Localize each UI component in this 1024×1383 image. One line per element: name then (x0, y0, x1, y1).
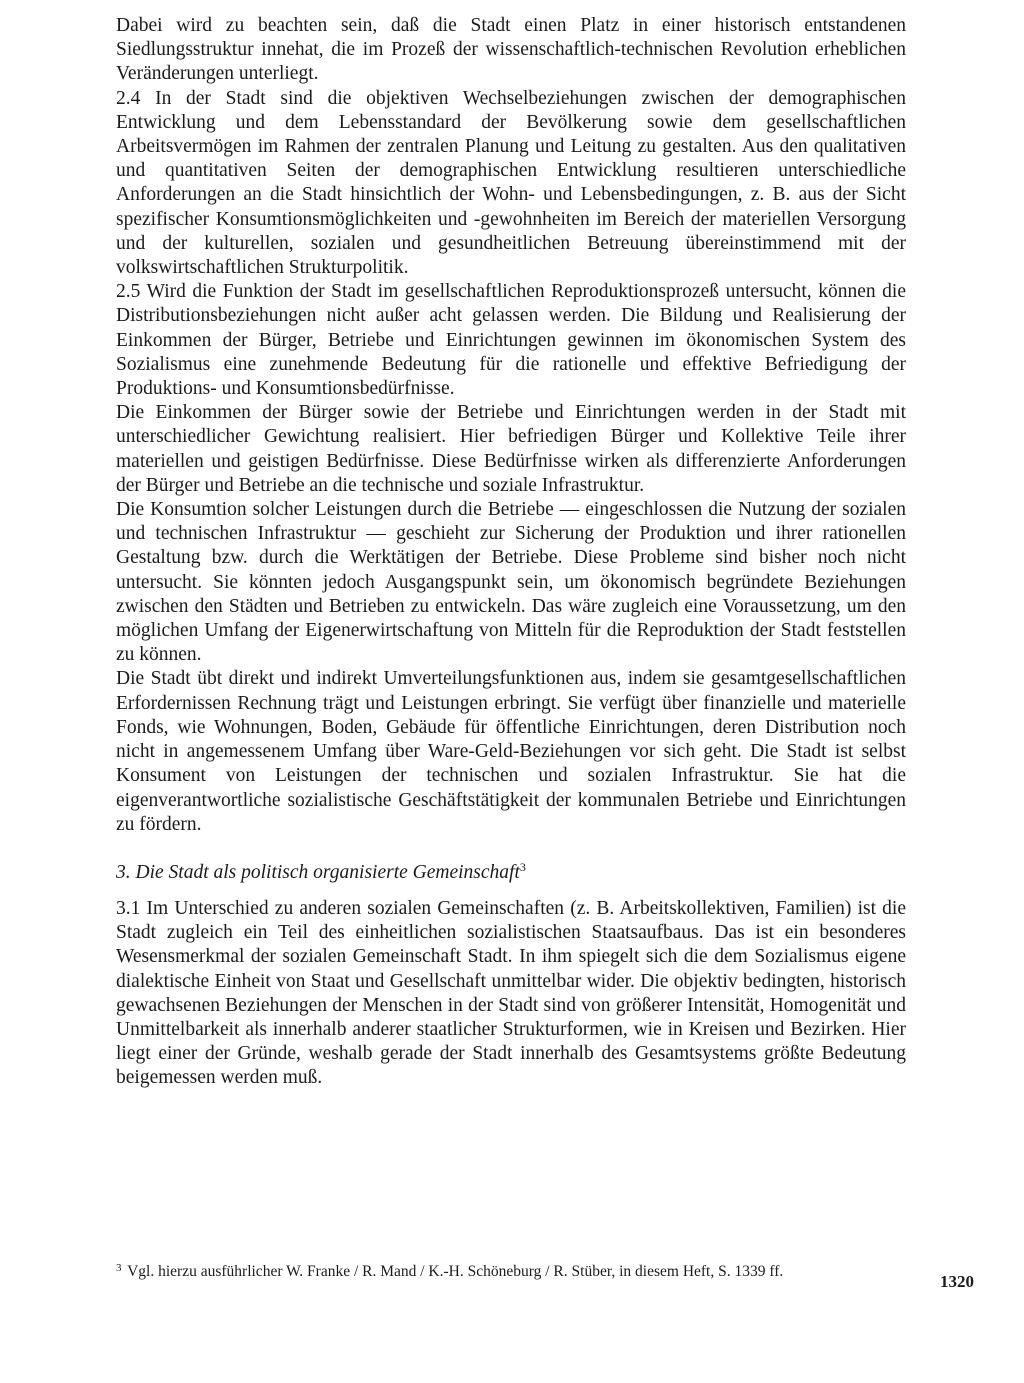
paragraph-einkommen: Die Einkommen der Bürger sowie der Betriebe und Einrichtungen werden in der Stadt mit unterschiedlicher Gewichtung realisiert. Hier befriedigen Bürger und Kollektive Teile ihrer materiellen und geistigen Bedürfnisse. Diese Bedürfnisse wirken als differenzierte Anforderungen der Bürger und Betriebe an die technische und soziale Infrastruktur. (116, 402, 906, 496)
paragraph-intro: Dabei wird zu beachten sein, daß die Stadt einen Platz in einer historisch entstandenen Siedlungsstruktur innehat, die im Prozeß der wissenschaftlich-technischen Revolution erheblichen Veränderungen unterliegt. (116, 15, 906, 85)
paragraph-umverteilung: Die Stadt übt direkt und indirekt Umverteilungsfunktionen aus, indem sie gesamtgesellschaftlichen Erfordernissen Rechnung trägt und Leistungen erbringt. Sie verfügt über finanzielle und materielle Fonds, wie Wohnungen, Boden, Gebäude für öffentliche Einrichtungen, deren Distribution noch nicht in angemessenem Umfang über Ware-Geld-Beziehungen vor sich geht. Die Stadt ist selbst Konsument von Leistungen der technischen und sozialen Infrastruktur. Sie hat die eigenverantwortliche sozialistische Geschäftstätigkeit der kommunalen Betriebe und Einrichtungen zu fördern. (116, 668, 906, 835)
paragraph-3-1: 3.1 Im Unterschied zu anderen sozialen Gemeinschaften (z. B. Arbeitskollektiven, Familien) ist die Stadt zugleich ein Teil des einheitlichen sozialistischen Staatsaufbaus. Das ist ein besonderes Wesensmerkmal der sozialen Gemeinschaft Stadt. In ihm spiegelt sich die dem Sozialismus eigene dialektische Einheit von Staat und Gesellschaft unmittelbar wider. Die objektiv bedingten, historisch gewachsenen Beziehungen der Menschen in der Stadt sind von größerer Intensität, Homogenität und Unmittelbarkeit als innerhalb anderer staatlicher Strukturformen, wie in Kreisen und Bezirken. Hier liegt einer der Gründe, weshalb gerade der Stadt innerhalb des Gesamtsystems größte Bedeutung beigemessen werden muß. (116, 897, 906, 1089)
section-heading-text: 3. Die Stadt als politisch organisierte Gemeinschaft (116, 861, 520, 883)
footnote-mark: 3 (116, 1262, 122, 1274)
paragraph-konsumtion: Die Konsumtion solcher Leistungen durch die Betriebe — eingeschlossen die Nutzung der sozialen und technischen Infrastruktur — geschieht zur Sicherung der Produktion und ihrer rationellen Gestaltung bzw. durch die Werktätigen der Betriebe. Diese Probleme sind bisher noch nicht untersucht. Sie könnten jedoch Ausgangspunkt sein, um ökonomisch begründete Beziehungen zwischen den Städten und Betrieben zu entwickeln. Das wäre zugleich eine Voraussetzung, um den möglichen Umfang der Eigenerwirtschaftung von Mitteln für die Reproduktion der Stadt feststellen zu können. (116, 499, 906, 666)
footnote-reference: 3 (519, 859, 526, 874)
paragraph-2-5: 2.5 Wird die Funktion der Stadt im gesellschaftlichen Reproduktionsprozeß untersucht, können die Distributionsbeziehungen nicht außer acht gelassen werden. Die Bildung und Realisierung der Einkommen der Bürger, Betriebe und Einrichtungen gewinnen im ökonomischen System des Sozialismus eine zunehmende Bedeutung für die rationelle und effektive Befriedigung der Produktions- und Konsumtionsbedürfnisse. (116, 281, 906, 400)
paragraph-2-4: 2.4 In der Stadt sind die objektiven Wechselbeziehungen zwischen der demographischen Entwicklung und dem Lebensstandard der Bevölkerung sowie dem gesellschaftlichen Arbeitsvermögen im Rahmen der zentralen Planung und Leitung zu gestalten. Aus den qualitativen und quantitativen Seiten der demographischen Entwicklung resultieren unterschiedliche Anforderungen an die Stadt hinsichtlich der Wohn- und Lebensbedingungen, z. B. aus der Sicht spezifischer Konsumtionsmöglichkeiten und -gewohnheiten im Bereich der materiellen Versorgung und der kulturellen, sozialen und gesundheitlichen Betreuung übereinstimmend mit der volkswirtschaftlichen Strukturpolitik. (116, 87, 906, 279)
footnote (116, 1257, 908, 1283)
footnote-text: Vgl. hierzu ausführlicher W. Franke / R. Mand / K.-H. Schöneburg / R. Stüber, in diesem Heft, S. 1339 ff. (127, 1263, 784, 1280)
page-number: 1320 (940, 1272, 974, 1291)
page-body (116, 14, 906, 1091)
section-heading (116, 855, 906, 885)
